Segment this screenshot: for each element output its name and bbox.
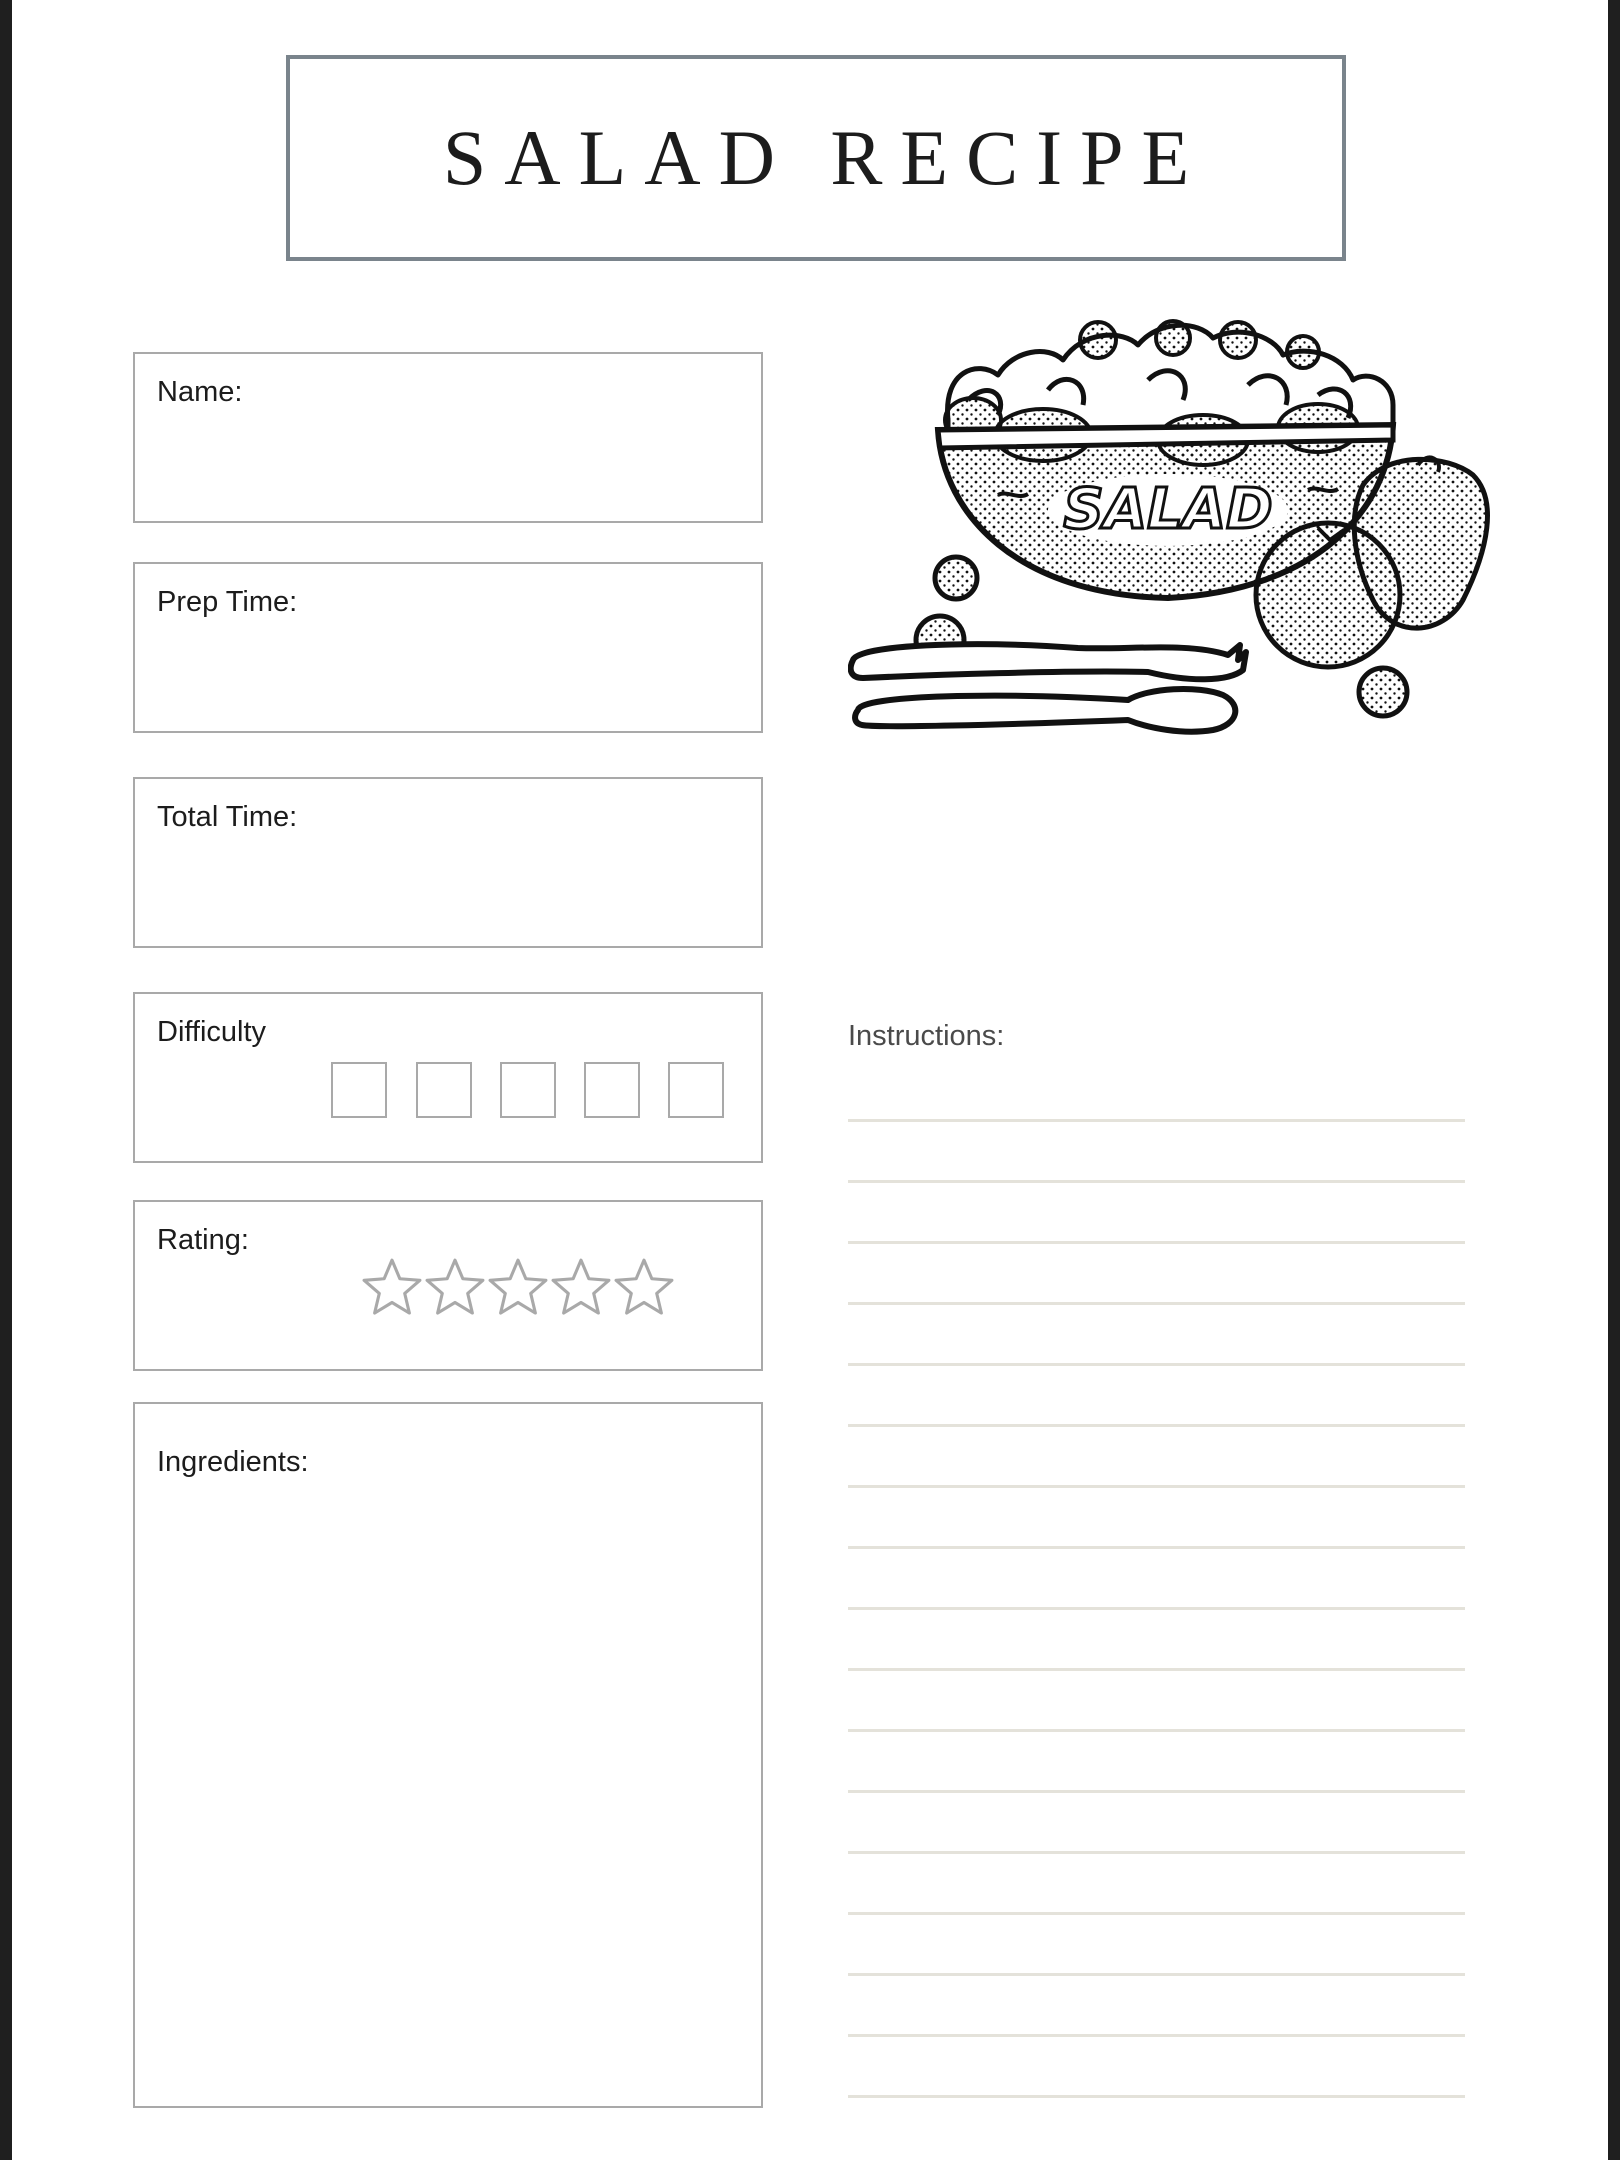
- name-field[interactable]: [133, 352, 763, 523]
- ingredients-label: Ingredients:: [157, 1446, 309, 1478]
- instruction-line[interactable]: [848, 1912, 1465, 1915]
- instruction-line[interactable]: [848, 1485, 1465, 1488]
- instruction-line[interactable]: [848, 1668, 1465, 1671]
- instruction-line[interactable]: [848, 1180, 1465, 1183]
- instruction-line[interactable]: [848, 1546, 1465, 1549]
- star-outline-icon[interactable]: [487, 1256, 549, 1318]
- instruction-line[interactable]: [848, 1973, 1465, 1976]
- recipe-page: [12, 0, 1608, 2160]
- instruction-line[interactable]: [848, 1851, 1465, 1854]
- prep-time-field[interactable]: [133, 562, 763, 733]
- instruction-line[interactable]: [848, 1363, 1465, 1366]
- instruction-line[interactable]: [848, 1241, 1465, 1244]
- difficulty-checkbox-4[interactable]: [584, 1062, 640, 1118]
- star-outline-icon[interactable]: [550, 1256, 612, 1318]
- rating-label: Rating:: [157, 1224, 249, 1256]
- difficulty-label: Difficulty: [157, 1016, 267, 1048]
- ingredients-field[interactable]: [133, 1402, 763, 2108]
- instruction-line[interactable]: [848, 1424, 1465, 1427]
- name-label: Name:: [157, 376, 243, 408]
- instructions-label: Instructions:: [848, 1020, 1005, 1052]
- bowl-label: SALAD: [1063, 477, 1273, 542]
- title-banner: [286, 55, 1346, 261]
- prep-time-label: Prep Time:: [157, 586, 298, 618]
- difficulty-checkbox-5[interactable]: [668, 1062, 724, 1118]
- total-time-label: Total Time:: [157, 801, 298, 833]
- star-outline-icon[interactable]: [361, 1256, 423, 1318]
- difficulty-checkbox-1[interactable]: [331, 1062, 387, 1118]
- star-outline-icon[interactable]: [424, 1256, 486, 1318]
- salad-bowl-illustration: [848, 300, 1498, 750]
- difficulty-field: [133, 992, 763, 1163]
- difficulty-checkbox-2[interactable]: [416, 1062, 472, 1118]
- rating-field: [133, 1200, 763, 1371]
- instruction-line[interactable]: [848, 1790, 1465, 1793]
- instruction-line[interactable]: [848, 1302, 1465, 1305]
- total-time-field[interactable]: [133, 777, 763, 948]
- instruction-line[interactable]: [848, 2095, 1465, 2098]
- instruction-line[interactable]: [848, 1607, 1465, 1610]
- instruction-line[interactable]: [848, 1119, 1465, 1122]
- page-title: SALAD RECIPE: [442, 114, 1208, 201]
- difficulty-checkbox-3[interactable]: [500, 1062, 556, 1118]
- star-outline-icon[interactable]: [613, 1256, 675, 1318]
- instruction-line[interactable]: [848, 1729, 1465, 1732]
- instruction-line[interactable]: [848, 2034, 1465, 2037]
